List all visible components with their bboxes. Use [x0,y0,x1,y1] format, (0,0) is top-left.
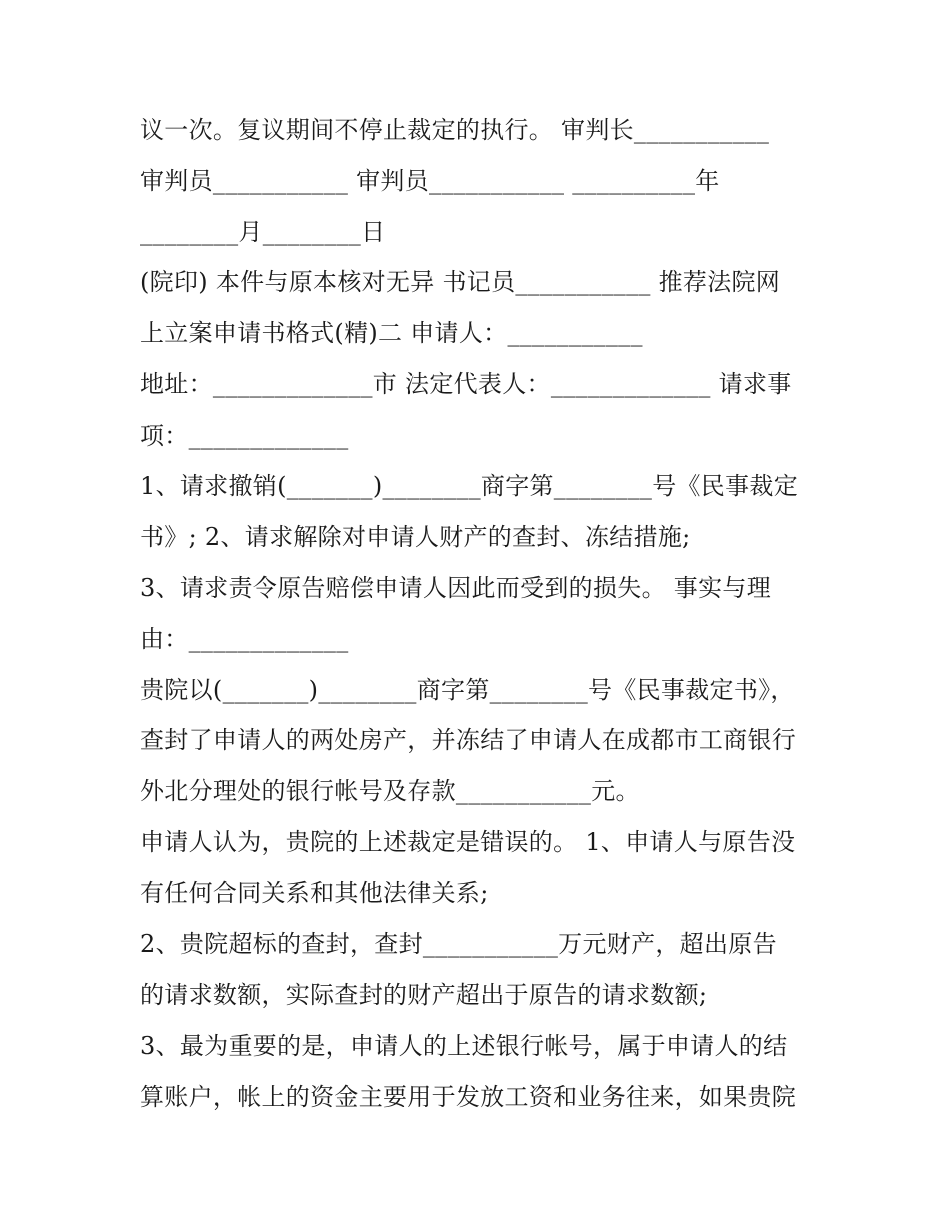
text-line: ________月________日 [140,218,386,246]
text-line: (院印) 本件与原本核对无异 书记员___________ 推荐法院网 [140,268,781,296]
text-line: 上立案申请书格式(精)二 申请人：___________ [140,319,643,347]
text-line: 项：_____________ [140,422,349,450]
text-line: 1、请求撤销(_______)________商字第________号《民事裁定 [140,472,798,500]
text-line: 的请求数额，实际查封的财产超出于原告的请求数额; [140,981,708,1009]
text-line: 3、请求责令原告赔偿申请人因此而受到的损失。 事实与理 [140,574,771,602]
text-line: 2、贵院超标的查封，查封___________万元财产，超出原告 [140,930,777,958]
text-line: 3、最为重要的是，申请人的上述银行帐号，属于申请人的结 [140,1032,788,1060]
text-line: 地址：_____________市 法定代表人：_____________ 请求事 [140,370,792,398]
text-line: 申请人认为，贵院的上述裁定是错误的。 1、申请人与原告没 [140,828,796,856]
text-line: 贵院以(_______)________商字第________号《民事裁定书》， [140,676,795,704]
text-line: 由：_____________ [140,625,349,653]
text-line: 算账户，帐上的资金主要用于发放工资和业务往来，如果贵院 [140,1083,797,1111]
text-line: 有任何合同关系和其他法律关系; [140,879,489,907]
text-line: 审判员___________ 审判员___________ __________年 [140,167,720,195]
text-line: 查封了申请人的两处房产，并冻结了申请人在成都市工商银行 [140,726,797,754]
text-line: 外北分理处的银行帐号及存款___________元。 [140,777,640,805]
text-line: 书》; 2、请求解除对申请人财产的查封、冻结措施; [140,523,691,551]
text-line: 议一次。复议期间不停止裁定的执行。 审判长___________ [140,116,770,144]
